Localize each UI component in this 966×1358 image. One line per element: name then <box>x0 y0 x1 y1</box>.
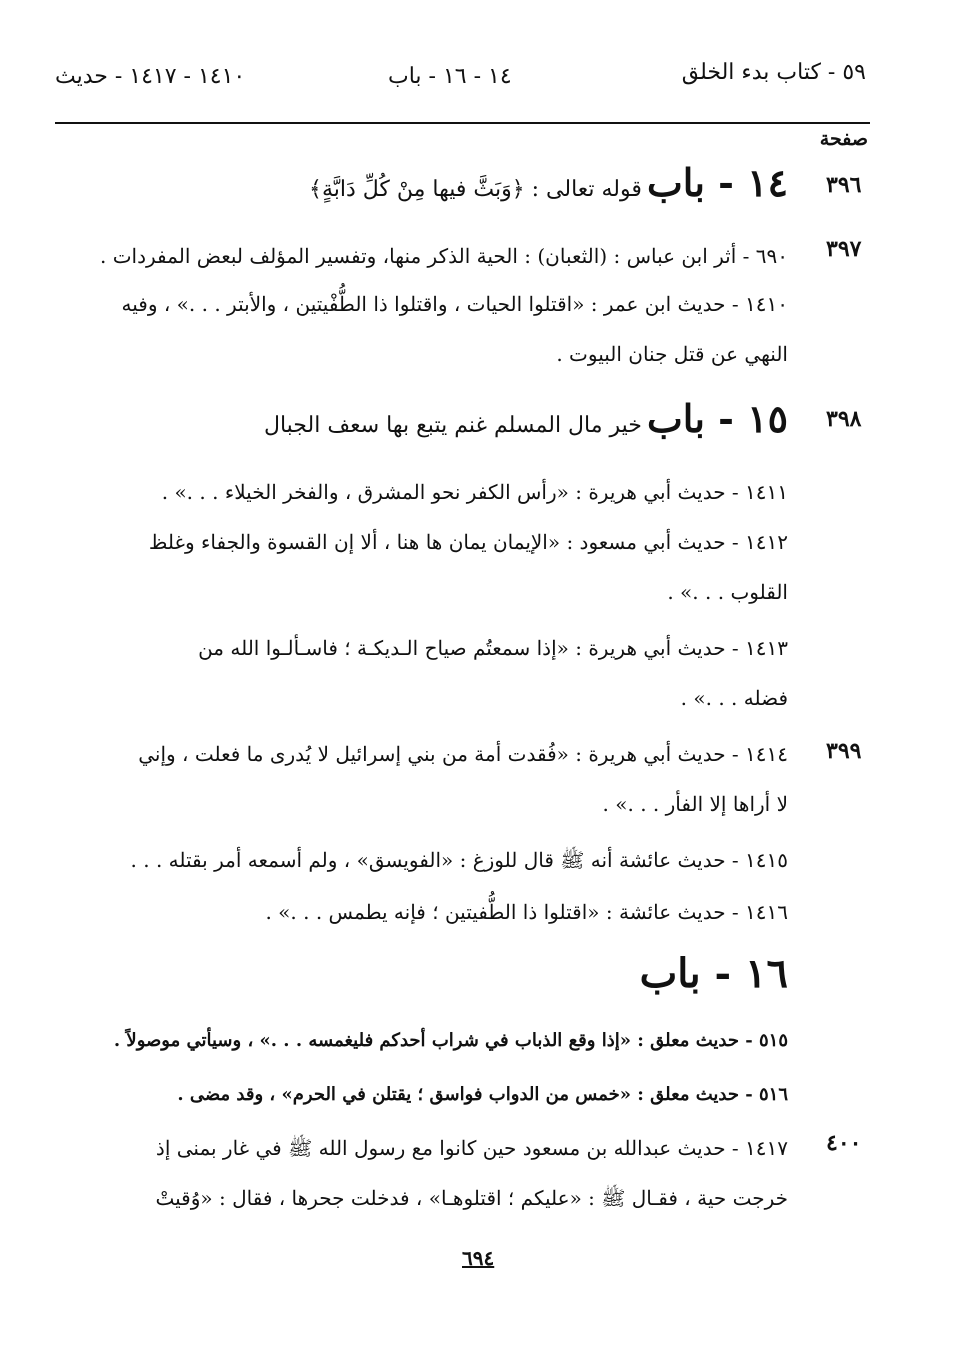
hadith-1417: ١٤١٧ - حديث عبدالله بن مسعود حين كانوا مع رسول الله ﷺ في غار بمنى إذ <box>155 1136 788 1160</box>
page-ref-396: ٣٩٦ <box>826 172 862 198</box>
chapter-15-label: ١٥ - باب <box>647 396 788 441</box>
page-ref-400: ٤٠٠ <box>826 1130 862 1156</box>
page-ref-398: ٣٩٨ <box>826 406 862 432</box>
header-rule <box>55 122 870 124</box>
page-ref-399: ٣٩٩ <box>826 738 862 764</box>
hadith-1410: ١٤١٠ - حديث ابن عمر : «اقتلوا الحيات ، واقتلوا ذا الطُّفْيتين ، والأبتر . . .» ، وفيه <box>121 292 788 316</box>
hadith-1415: ١٤١٥ - حديث عائشة أنه ﷺ قال للوزغ : «الفويسق» ، ولم أسمعه أمر بقتله . . . <box>130 848 788 872</box>
hadith-1411: ١٤١١ - حديث أبي هريرة : «رأس الكفر نحو المشرق ، والفخر الخيلاء . . .» . <box>161 480 788 504</box>
chapter-16-heading: ١٦ - باب <box>639 950 788 997</box>
hadith-516: ٥١٦ - حديث معلق : «خمس من الدواب فواسق ؛ يقتلن في الحرم» ، وقد مضى . <box>177 1084 788 1105</box>
header-hadith-range: ١٤١٠ - ١٤١٧ - حديث <box>55 64 246 89</box>
hadith-1413: ١٤١٣ - حديث أبي هريرة : «إذا سمعتُم صياح الـديكـة ؛ فاسـألـوا الله من <box>198 636 788 660</box>
header-chapter-range: ١٤ - ١٦ - باب <box>388 64 512 89</box>
hadith-1413-cont: فضله . . .» . <box>680 686 788 710</box>
chapter-14-title: قوله تعالى : ﴿وَبَثَّ فيها مِنْ كُلِّ دَابَّةٍ﴾ <box>309 177 642 202</box>
hadith-515: ٥١٥ - حديث معلق : «إذا وقع الذباب في شراب أحدكم فليغمسه . . .» ، وسيأتي موصولاً . <box>113 1030 788 1051</box>
hadith-690: ٦٩٠ - أثر ابن عباس : (الثعبان) : الحية الذكر منها، وتفسير المؤلف لبعض المفردات . <box>100 244 788 268</box>
chapter-15-title: خير مال المسلم غنم يتبع بها سعف الجبال <box>263 413 642 438</box>
page-number: ٦٩٤ <box>462 1246 495 1270</box>
hadith-1410-cont: النهي عن قتل جنان البيوت . <box>556 342 788 366</box>
header-book-title: ٥٩ - كتاب بدء الخلق <box>681 60 866 85</box>
chapter-14-label: ١٤ - باب <box>647 160 788 205</box>
page-ref-397: ٣٩٧ <box>826 236 862 262</box>
hadith-1412-cont: القلوب . . .» . <box>667 580 788 604</box>
hadith-1416: ١٤١٦ - حديث عائشة : «اقتلوا ذا الطُّفيتين ؛ فإنه يطمس . . .» . <box>265 900 788 924</box>
chapter-14-heading <box>309 160 788 205</box>
hadith-1417-cont: خرجت حية ، فقـال ﷺ : «عليكم ؛ اقتلوهـا» ، فدخلت جحرها ، فقال : «وُقيتْ <box>155 1186 788 1210</box>
hadith-1412: ١٤١٢ - حديث أبي مسعود : «الإيمان يمان ها هنا ، ألا إن القسوة والجفاء وغلظ <box>148 530 788 554</box>
hadith-1414: ١٤١٤ - حديث أبي هريرة : «فُقدت أمة من بني إسرائيل لا يُدرى ما فعلت ، وإني <box>138 742 788 766</box>
chapter-15-heading <box>264 396 788 441</box>
hadith-1414-cont: لا أراها إلا الفأر . . .» . <box>602 792 788 816</box>
page-column-label: صفحة <box>819 128 868 150</box>
